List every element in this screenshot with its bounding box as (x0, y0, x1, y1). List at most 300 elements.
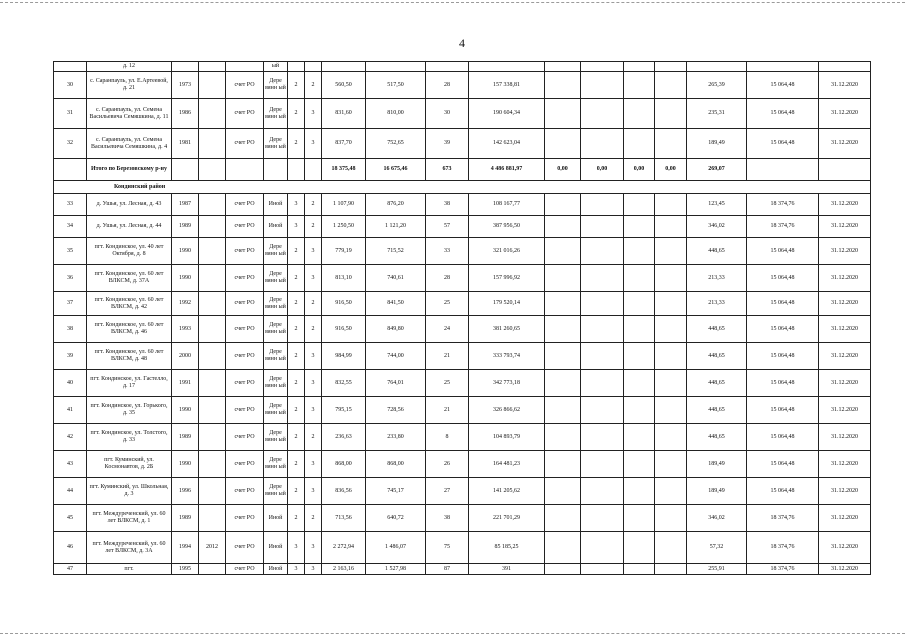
cell-material: Дере вянн ый (264, 292, 288, 316)
table-row (54, 478, 871, 505)
table-row (54, 316, 871, 343)
cell-estimated-cost: 179 520,14 (469, 292, 545, 316)
cell-living-area: 728,56 (366, 397, 426, 424)
cell-floors: 2 (288, 129, 305, 159)
cell-material: ый (264, 62, 288, 72)
cell-limit-cost: 18 374,76 (747, 532, 819, 564)
cell-fund-method: счет РО (226, 316, 264, 343)
cell-funding-3 (624, 505, 655, 532)
cell-reconstruction-year (199, 194, 226, 216)
cell-floors: 2 (288, 451, 305, 478)
cell-year: 1989 (172, 505, 199, 532)
cell-address: с. Саранпауль, ул. Семена Васильевича Семяшкина, д. 11 (87, 99, 172, 129)
cell-entrances: 2 (305, 292, 322, 316)
subtotal-label: Итого по Березовскому р-ну (87, 159, 172, 181)
cell-floors: 3 (288, 564, 305, 575)
cell-total-area: 560,50 (322, 72, 366, 99)
table-row (54, 451, 871, 478)
subtotal-sub3: 0,00 (624, 159, 655, 181)
cell-material: Дере вянн ый (264, 424, 288, 451)
scan-edge-bottom (0, 633, 905, 634)
cell-total-area: 832,55 (322, 370, 366, 397)
cell-year: 1995 (172, 564, 199, 575)
cell-floors: 2 (288, 505, 305, 532)
cell-unit-cost: 123,45 (687, 194, 747, 216)
cell-unit-cost: 189,49 (687, 478, 747, 505)
section-header-row (54, 181, 871, 194)
cell-empty (199, 159, 226, 181)
cell-limit-cost: 15 064,48 (747, 343, 819, 370)
cell-funding-1 (545, 532, 581, 564)
cell-funding-2 (581, 564, 624, 575)
cell-no: 35 (54, 238, 87, 265)
cell-year: 1986 (172, 99, 199, 129)
cell-funding-1 (545, 343, 581, 370)
cell-funding-3 (624, 424, 655, 451)
cell-estimated-cost: 164 481,23 (469, 451, 545, 478)
cell-no: 44 (54, 478, 87, 505)
cell-entrances: 3 (305, 343, 322, 370)
cell-total-area: 2 163,16 (322, 564, 366, 575)
cell-address: пгт. Кондинское, ул. 40 лет Октября, д. 8 (87, 238, 172, 265)
cell-funding-4 (655, 451, 687, 478)
cell-deadline: 31.12.2020 (819, 194, 871, 216)
cell-total-area: 836,56 (322, 478, 366, 505)
cell-unit-cost: 189,49 (687, 129, 747, 159)
table-row (54, 265, 871, 292)
cell-year: 1991 (172, 370, 199, 397)
cell-entrances: 2 (305, 216, 322, 238)
cell-reconstruction-year (199, 99, 226, 129)
cell-total-area: 984,99 (322, 343, 366, 370)
cell-funding-2 (581, 72, 624, 99)
table-row (54, 292, 871, 316)
cell-entrances: 2 (305, 72, 322, 99)
cell-floors: 2 (288, 478, 305, 505)
cell-residents: 28 (426, 72, 469, 99)
cell-unit-cost: 235,31 (687, 99, 747, 129)
table-row (54, 194, 871, 216)
cell-total-area: 236,63 (322, 424, 366, 451)
subtotal-living: 16 675,46 (366, 159, 426, 181)
cell-funding-1 (545, 370, 581, 397)
cell-reconstruction-year (199, 238, 226, 265)
cell-entrances: 2 (305, 505, 322, 532)
cell-empty (288, 159, 305, 181)
cell-funding-4 (655, 478, 687, 505)
table-row (54, 129, 871, 159)
cell-living-area: 752,65 (366, 129, 426, 159)
cell-funding-2 (581, 316, 624, 343)
cell-unit-cost: 448,65 (687, 424, 747, 451)
table-row-continued (54, 62, 871, 72)
cell-address: пгт. Междуреченский, ул. 60 лет ВЛКСМ, д. 1 (87, 505, 172, 532)
cell-address: д. Ушья, ул. Лесная, д. 43 (87, 194, 172, 216)
cell-estimated-cost: 108 167,77 (469, 194, 545, 216)
cell-year: 2000 (172, 343, 199, 370)
cell-no: 47 (54, 564, 87, 575)
cell-funding-3 (624, 238, 655, 265)
cell-reconstruction-year (199, 451, 226, 478)
cell-entrances: 3 (305, 238, 322, 265)
cell-funding-1 (545, 99, 581, 129)
cell-estimated-cost: 381 260,65 (469, 316, 545, 343)
cell-reconstruction-year (199, 424, 226, 451)
cell-fund-method: счет РО (226, 424, 264, 451)
cell-no: 32 (54, 129, 87, 159)
cell-funding-1 (545, 316, 581, 343)
cell-no: 34 (54, 216, 87, 238)
cell-fund-method: счет РО (226, 478, 264, 505)
cell-reconstruction-year (199, 129, 226, 159)
cell-funding-1 (545, 238, 581, 265)
cell-no: 43 (54, 451, 87, 478)
cell-address: пгт. Кондинское, ул. 60 лет ВЛКСМ, д. 42 (87, 292, 172, 316)
cell-funding-4 (655, 238, 687, 265)
cell-reconstruction-year (199, 265, 226, 292)
cell-material: Иной (264, 505, 288, 532)
cell-entrances: 3 (305, 397, 322, 424)
section-title: Кондинский район (54, 181, 871, 194)
cell-residents: 25 (426, 370, 469, 397)
cell-reconstruction-year (199, 505, 226, 532)
cell-material: Дере вянн ый (264, 238, 288, 265)
cell-no (54, 62, 87, 72)
table-row (54, 424, 871, 451)
cell-estimated-cost: 157 996,92 (469, 265, 545, 292)
cell-reconstruction-year (199, 478, 226, 505)
cell-material: Дере вянн ый (264, 397, 288, 424)
cell-year: 1993 (172, 316, 199, 343)
cell-deadline: 31.12.2020 (819, 216, 871, 238)
cell-entrances: 3 (305, 129, 322, 159)
cell-funding-3 (624, 292, 655, 316)
cell-address: пгт. Кондинское, ул. 60 лет ВЛКСМ, д. 48 (87, 343, 172, 370)
cell-unit-cost: 448,65 (687, 343, 747, 370)
cell-limit-cost: 18 374,76 (747, 194, 819, 216)
subtotal-sub2: 0,00 (581, 159, 624, 181)
cell-deadline: 31.12.2020 (819, 478, 871, 505)
cell-funding-4 (655, 99, 687, 129)
cell-total-area: 831,60 (322, 99, 366, 129)
cell-funding-4 (655, 72, 687, 99)
cell-deadline: 31.12.2020 (819, 72, 871, 99)
cell-fund-method: счет РО (226, 265, 264, 292)
cell-funding-4 (655, 532, 687, 564)
cell-unit-cost: 346,02 (687, 216, 747, 238)
cell-fund-method: счет РО (226, 564, 264, 575)
cell-total-area: 795,15 (322, 397, 366, 424)
cell-living-area: 868,00 (366, 451, 426, 478)
cell-unit-cost: 255,91 (687, 564, 747, 575)
cell-funding-1 (545, 505, 581, 532)
cell-material: Иной (264, 564, 288, 575)
cell-funding-2 (581, 238, 624, 265)
cell-address: с. Саранпауль, ул. Семена Васильевича Семяшкина, д. 4 (87, 129, 172, 159)
cell-funding-3 (624, 343, 655, 370)
cell-reconstruction-year (199, 72, 226, 99)
cell-funding-4 (655, 292, 687, 316)
cell-empty (172, 159, 199, 181)
cell-deadline: 31.12.2020 (819, 265, 871, 292)
cell-reconstruction-year (199, 343, 226, 370)
cell-estimated-cost: 387 956,50 (469, 216, 545, 238)
cell-fund-method: счет РО (226, 397, 264, 424)
cell-estimated-cost: 342 773,18 (469, 370, 545, 397)
cell-funding-1 (545, 397, 581, 424)
cell-unit-cost: 448,65 (687, 238, 747, 265)
cell-funding-2 (581, 451, 624, 478)
cell-material: Дере вянн ый (264, 478, 288, 505)
cell-fund-method: счет РО (226, 370, 264, 397)
cell-estimated-cost: 190 604,34 (469, 99, 545, 129)
table-row (54, 532, 871, 564)
cell-limit-cost: 15 064,48 (747, 238, 819, 265)
cell-limit-cost: 15 064,48 (747, 397, 819, 424)
cell-material: Дере вянн ый (264, 265, 288, 292)
cell-entrances: 3 (305, 265, 322, 292)
cell-reconstruction-year (199, 370, 226, 397)
cell-material: Иной (264, 194, 288, 216)
cell-residents: 38 (426, 505, 469, 532)
cell-total-area: 1 250,50 (322, 216, 366, 238)
cell-limit-cost: 15 064,48 (747, 72, 819, 99)
cell-residents: 28 (426, 265, 469, 292)
cell-fund-method: счет РО (226, 238, 264, 265)
cell-fund-method: счет РО (226, 505, 264, 532)
cell-year: 1973 (172, 72, 199, 99)
cell-funding-3 (624, 451, 655, 478)
cell-total-area: 837,70 (322, 129, 366, 159)
cell-limit-cost: 15 064,48 (747, 265, 819, 292)
cell-funding-2 (581, 292, 624, 316)
cell-unit-cost: 346,02 (687, 505, 747, 532)
cell-material: Дере вянн ый (264, 451, 288, 478)
table-row (54, 343, 871, 370)
cell-estimated-cost: 221 701,29 (469, 505, 545, 532)
cell-funding-1 (545, 72, 581, 99)
cell-residents: 87 (426, 564, 469, 575)
cell-fund-method: счет РО (226, 292, 264, 316)
cell-funding-4 (655, 505, 687, 532)
cell-empty (226, 159, 264, 181)
cell-floors: 2 (288, 424, 305, 451)
cell-material: Дере вянн ый (264, 129, 288, 159)
table-row (54, 238, 871, 265)
cell-funding-4 (655, 194, 687, 216)
cell-material: Иной (264, 532, 288, 564)
cell-funding-3 (624, 316, 655, 343)
cell-entrances: 2 (305, 194, 322, 216)
cell-funding-1 (545, 265, 581, 292)
cell-unit-cost: 448,65 (687, 316, 747, 343)
cell-limit-cost: 15 064,48 (747, 129, 819, 159)
cell-funding-1 (545, 194, 581, 216)
cell-address: пгт. Куминский, ул. Школьная, д. 3 (87, 478, 172, 505)
cell-address: с. Саранпауль, ул. Е.Артеевой, д. 21 (87, 72, 172, 99)
cell-funding-2 (581, 343, 624, 370)
cell-funding-2 (581, 265, 624, 292)
cell-funding-2 (581, 532, 624, 564)
cell-funding-3 (624, 532, 655, 564)
cell-funding-3 (624, 478, 655, 505)
cell-funding-3 (624, 564, 655, 575)
cell-material: Дере вянн ый (264, 343, 288, 370)
cell-unit-cost: 213,33 (687, 292, 747, 316)
table-row (54, 505, 871, 532)
cell-living-area: 841,50 (366, 292, 426, 316)
cell-entrances: 3 (305, 370, 322, 397)
cell-funding-1 (545, 292, 581, 316)
cell-residents: 75 (426, 532, 469, 564)
cell-funding-1 (545, 216, 581, 238)
cell-empty (747, 159, 819, 181)
cell-material: Дере вянн ый (264, 99, 288, 129)
cell-fund-method: счет РО (226, 343, 264, 370)
cell-fund-method: счет РО (226, 216, 264, 238)
cell-funding-3 (624, 99, 655, 129)
cell-funding-3 (624, 265, 655, 292)
subtotal-sub4: 0,00 (655, 159, 687, 181)
cell-unit-cost: 265,39 (687, 72, 747, 99)
cell-deadline: 31.12.2020 (819, 99, 871, 129)
cell-residents: 38 (426, 194, 469, 216)
cell-total-area: 1 107,90 (322, 194, 366, 216)
cell-estimated-cost: 85 185,25 (469, 532, 545, 564)
cell-living-area: 876,20 (366, 194, 426, 216)
cell-limit-cost: 15 064,48 (747, 316, 819, 343)
cell-total-area: 916,50 (322, 316, 366, 343)
cell-unit-cost: 448,65 (687, 397, 747, 424)
cell-fund-method: счет РО (226, 99, 264, 129)
cell-deadline: 31.12.2020 (819, 424, 871, 451)
cell-address: пгт. Кондинское, ул. Гастелло, д. 17 (87, 370, 172, 397)
cell-estimated-cost: 104 893,79 (469, 424, 545, 451)
cell-entrances: 3 (305, 99, 322, 129)
cell-floors: 3 (288, 216, 305, 238)
cell-funding-2 (581, 194, 624, 216)
cell-deadline: 31.12.2020 (819, 397, 871, 424)
subtotal-cost: 269,07 (687, 159, 747, 181)
cell-living-area: 233,80 (366, 424, 426, 451)
cell-address: пгт. Междуреченский, ул. 60 лет ВЛКСМ, д. 3А (87, 532, 172, 564)
cell-entrances: 3 (305, 564, 322, 575)
cell-entrances: 3 (305, 478, 322, 505)
cell-year: 1981 (172, 129, 199, 159)
cell-year: 1996 (172, 478, 199, 505)
cell-address: пгт. Кондинское, ул. Горького, д. 35 (87, 397, 172, 424)
cell-funding-4 (655, 564, 687, 575)
cell-address: д. 12 (87, 62, 172, 72)
cell-living-area: 740,61 (366, 265, 426, 292)
cell-no: 40 (54, 370, 87, 397)
cell-total-area: 916,50 (322, 292, 366, 316)
cell-limit-cost: 18 374,76 (747, 505, 819, 532)
cell-empty (819, 159, 871, 181)
cell-no: 39 (54, 343, 87, 370)
cell-funding-4 (655, 424, 687, 451)
cell-limit-cost: 15 064,48 (747, 424, 819, 451)
cell-fund-method: счет РО (226, 532, 264, 564)
cell-funding-1 (545, 424, 581, 451)
cell-estimated-cost: 391 (469, 564, 545, 575)
cell-entrances: 2 (305, 424, 322, 451)
cell-funding-4 (655, 397, 687, 424)
cell-funding-2 (581, 478, 624, 505)
cell-funding-4 (655, 343, 687, 370)
cell-reconstruction-year (199, 564, 226, 575)
cell-total-area: 868,00 (322, 451, 366, 478)
cell-deadline: 31.12.2020 (819, 316, 871, 343)
cell-no: 36 (54, 265, 87, 292)
cell-funding-2 (581, 505, 624, 532)
cell-address: пгт. (87, 564, 172, 575)
cell-funding-1 (545, 451, 581, 478)
cell-no: 42 (54, 424, 87, 451)
cell-funding-4 (655, 370, 687, 397)
table-row (54, 564, 871, 575)
cell-floors: 3 (288, 532, 305, 564)
cell-residents: 25 (426, 292, 469, 316)
cell-reconstruction-year (199, 216, 226, 238)
cell-floors: 2 (288, 99, 305, 129)
cell-year: 1989 (172, 216, 199, 238)
cell-fund-method: счет РО (226, 194, 264, 216)
cell-funding-2 (581, 216, 624, 238)
cell-no: 46 (54, 532, 87, 564)
cell-living-area: 1 121,20 (366, 216, 426, 238)
cell-limit-cost: 15 064,48 (747, 99, 819, 129)
cell-fund-method: счет РО (226, 451, 264, 478)
cell-floors: 2 (288, 316, 305, 343)
cell-funding-2 (581, 424, 624, 451)
cell-estimated-cost: 142 623,04 (469, 129, 545, 159)
cell-year: 1992 (172, 292, 199, 316)
cell-limit-cost: 15 064,48 (747, 370, 819, 397)
cell-funding-3 (624, 194, 655, 216)
table-row (54, 370, 871, 397)
page-number: 4 (459, 36, 465, 50)
cell-residents: 30 (426, 99, 469, 129)
cell-living-area: 744,00 (366, 343, 426, 370)
cell-entrances: 3 (305, 532, 322, 564)
cell-deadline: 31.12.2020 (819, 564, 871, 575)
cell-material: Дере вянн ый (264, 370, 288, 397)
cell-no: 37 (54, 292, 87, 316)
cell-unit-cost: 448,65 (687, 370, 747, 397)
cell-year: 1990 (172, 238, 199, 265)
subtotal-est: 4 486 881,97 (469, 159, 545, 181)
cell-total-area: 713,56 (322, 505, 366, 532)
cell-living-area: 517,50 (366, 72, 426, 99)
cell-empty (305, 159, 322, 181)
cell-living-area: 640,72 (366, 505, 426, 532)
cell-reconstruction-year (199, 397, 226, 424)
cell-floors: 3 (288, 194, 305, 216)
cell-funding-4 (655, 316, 687, 343)
cell-living-area: 810,00 (366, 99, 426, 129)
table-row (54, 397, 871, 424)
housing-table (53, 61, 871, 575)
cell-fund-method: счет РО (226, 129, 264, 159)
subtotal-row (54, 159, 871, 181)
cell-reconstruction-year (199, 292, 226, 316)
cell-deadline: 31.12.2020 (819, 505, 871, 532)
cell-address: пгт. Куминский, ул. Космонавтов, д. 2Б (87, 451, 172, 478)
cell-floors: 2 (288, 265, 305, 292)
cell-floors: 2 (288, 72, 305, 99)
cell-estimated-cost: 333 793,74 (469, 343, 545, 370)
